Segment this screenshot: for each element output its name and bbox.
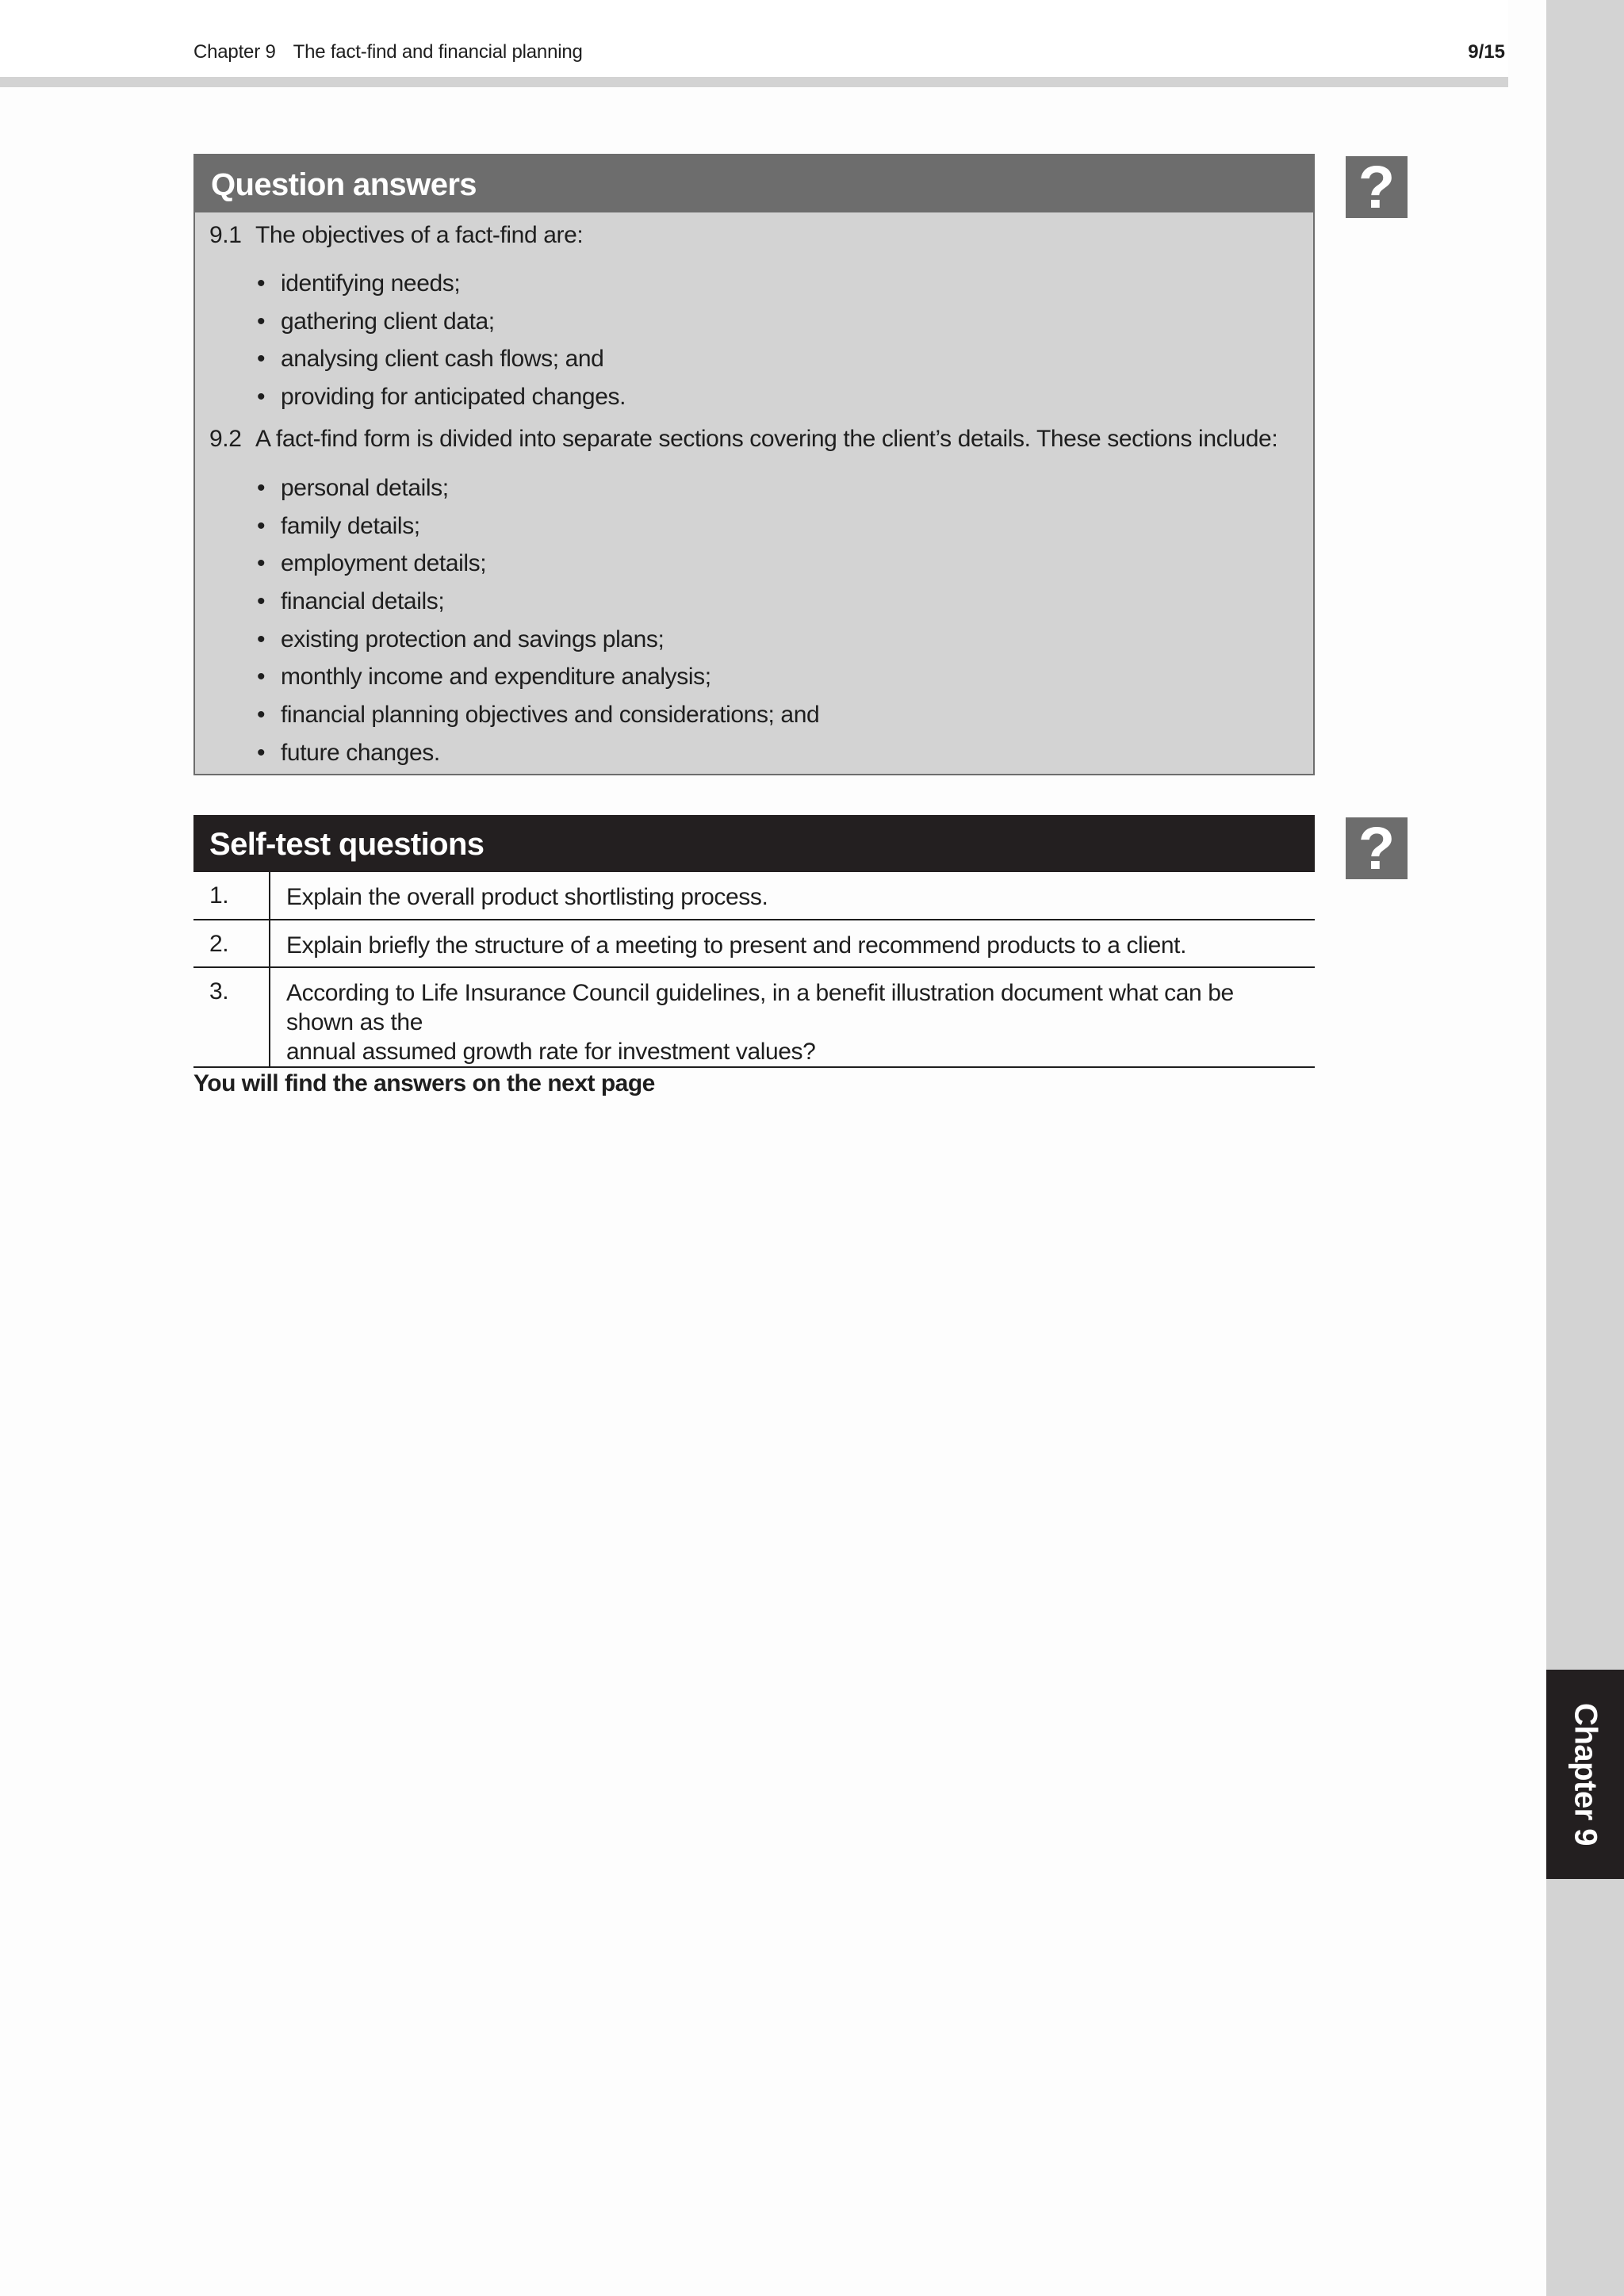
list-item: • providing for anticipated changes. [257, 378, 626, 416]
answer-text: The objectives of a fact-find are: [255, 222, 584, 248]
list-item: • personal details; [257, 469, 819, 507]
page-header [0, 0, 1508, 87]
answer-text: A fact-find form is divided into separate sections covering the client’s details. These sections include: [255, 426, 1278, 452]
running-head-title: The fact-find and financial planning [293, 41, 583, 63]
table-row [193, 872, 1315, 920]
list-item: • identifying needs; [257, 265, 626, 303]
self-test-box [193, 815, 1315, 1068]
question-text-line: annual assumed growth rate for investment values? [286, 1039, 816, 1065]
header-divider [0, 77, 1508, 87]
question-text [270, 967, 1315, 1067]
answers-next-page-note: You will find the answers on the next page [193, 1070, 655, 1096]
question-number: 3. [193, 967, 270, 1067]
running-head-chapter: Chapter 9 [193, 41, 276, 63]
self-test-table [193, 872, 1315, 1068]
question-mark-icon: ? [1346, 156, 1408, 218]
chapter-tab [1546, 1670, 1624, 1879]
question-text-line: According to Life Insurance Council guidelines, in a benefit illustration document what can be shown as the [286, 980, 1234, 1035]
page-number: 9/15 [1468, 41, 1505, 63]
question-number: 2. [193, 920, 270, 967]
table-row [193, 920, 1315, 967]
answer-number: 9.2 [209, 426, 242, 452]
list-item: • financial planning objectives and considerations; and [257, 696, 819, 734]
list-item: • analysing client cash flows; and [257, 340, 626, 378]
list-item: • future changes. [257, 734, 819, 772]
question-answers-title: Question answers [195, 155, 1313, 212]
side-strip [1546, 0, 1624, 2296]
answer-9-1-list [257, 265, 626, 416]
answer-number: 9.1 [209, 222, 242, 248]
question-mark-icon: ? [1346, 817, 1408, 879]
list-item: • gathering client data; [257, 303, 626, 341]
answer-9-2 [209, 426, 1277, 453]
list-item: • financial details; [257, 583, 819, 621]
chapter-tab-label: Chapter 9 [1568, 1703, 1603, 1846]
question-number: 1. [193, 872, 270, 920]
list-item: • monthly income and expenditure analysis; [257, 658, 819, 696]
list-item: • existing protection and savings plans; [257, 621, 819, 659]
table-row [193, 967, 1315, 1067]
question-text: Explain the overall product shortlisting process. [270, 872, 1315, 920]
answer-9-1 [209, 222, 583, 249]
list-item: • family details; [257, 507, 819, 545]
question-text: Explain briefly the structure of a meeting to present and recommend products to a client. [270, 920, 1315, 967]
question-answers-box [193, 154, 1315, 775]
self-test-title: Self-test questions [193, 815, 1315, 872]
running-head [193, 41, 583, 63]
list-item: • employment details; [257, 545, 819, 583]
answer-9-2-list [257, 469, 819, 772]
